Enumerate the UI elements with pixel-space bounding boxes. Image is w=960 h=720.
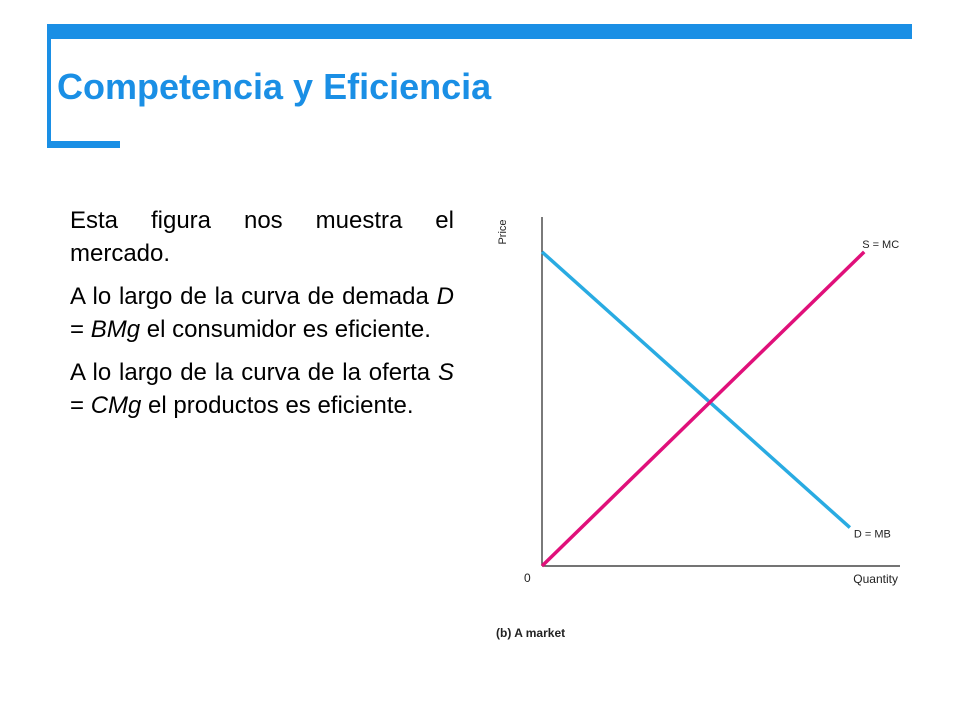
slide-title: Competencia y Eficiencia [57, 66, 492, 107]
slide-body-text [70, 204, 454, 432]
supply-curve [542, 252, 864, 566]
body-paragraph-3 [70, 356, 454, 422]
paragraph-text: el consumidor es eficiente. [140, 316, 431, 343]
paragraph-text: A lo largo de la curva de demada [70, 283, 437, 310]
paragraph-text: el productos es eficiente. [141, 392, 414, 419]
supply-curve-label: S = MC [862, 238, 900, 251]
x-axis-label: Quantity [853, 572, 898, 586]
paragraph-text: A lo largo de la curva de la oferta [70, 359, 438, 386]
demand-curve [542, 252, 850, 528]
title-frame-left-bar [47, 24, 51, 148]
title-frame-top-bar [47, 24, 912, 39]
supply-demand-chart [480, 200, 920, 650]
y-axis-label: Price [497, 219, 509, 245]
italic-term: D [436, 283, 454, 310]
italic-term: BMg [90, 316, 141, 343]
chart-caption: (b) A market [496, 626, 566, 640]
paragraph-text: = [70, 392, 91, 419]
paragraph-text: = [70, 316, 91, 343]
italic-term: CMg [90, 392, 142, 419]
italic-term: S [437, 359, 454, 386]
body-paragraph-1 [70, 204, 454, 270]
body-paragraph-2 [70, 280, 454, 346]
demand-curve-label: D = MB [853, 528, 891, 541]
title-frame-bottom-bar [47, 141, 120, 148]
paragraph-text: Esta figura nos muestra el mercado. [70, 207, 454, 267]
origin-label: 0 [524, 571, 531, 585]
